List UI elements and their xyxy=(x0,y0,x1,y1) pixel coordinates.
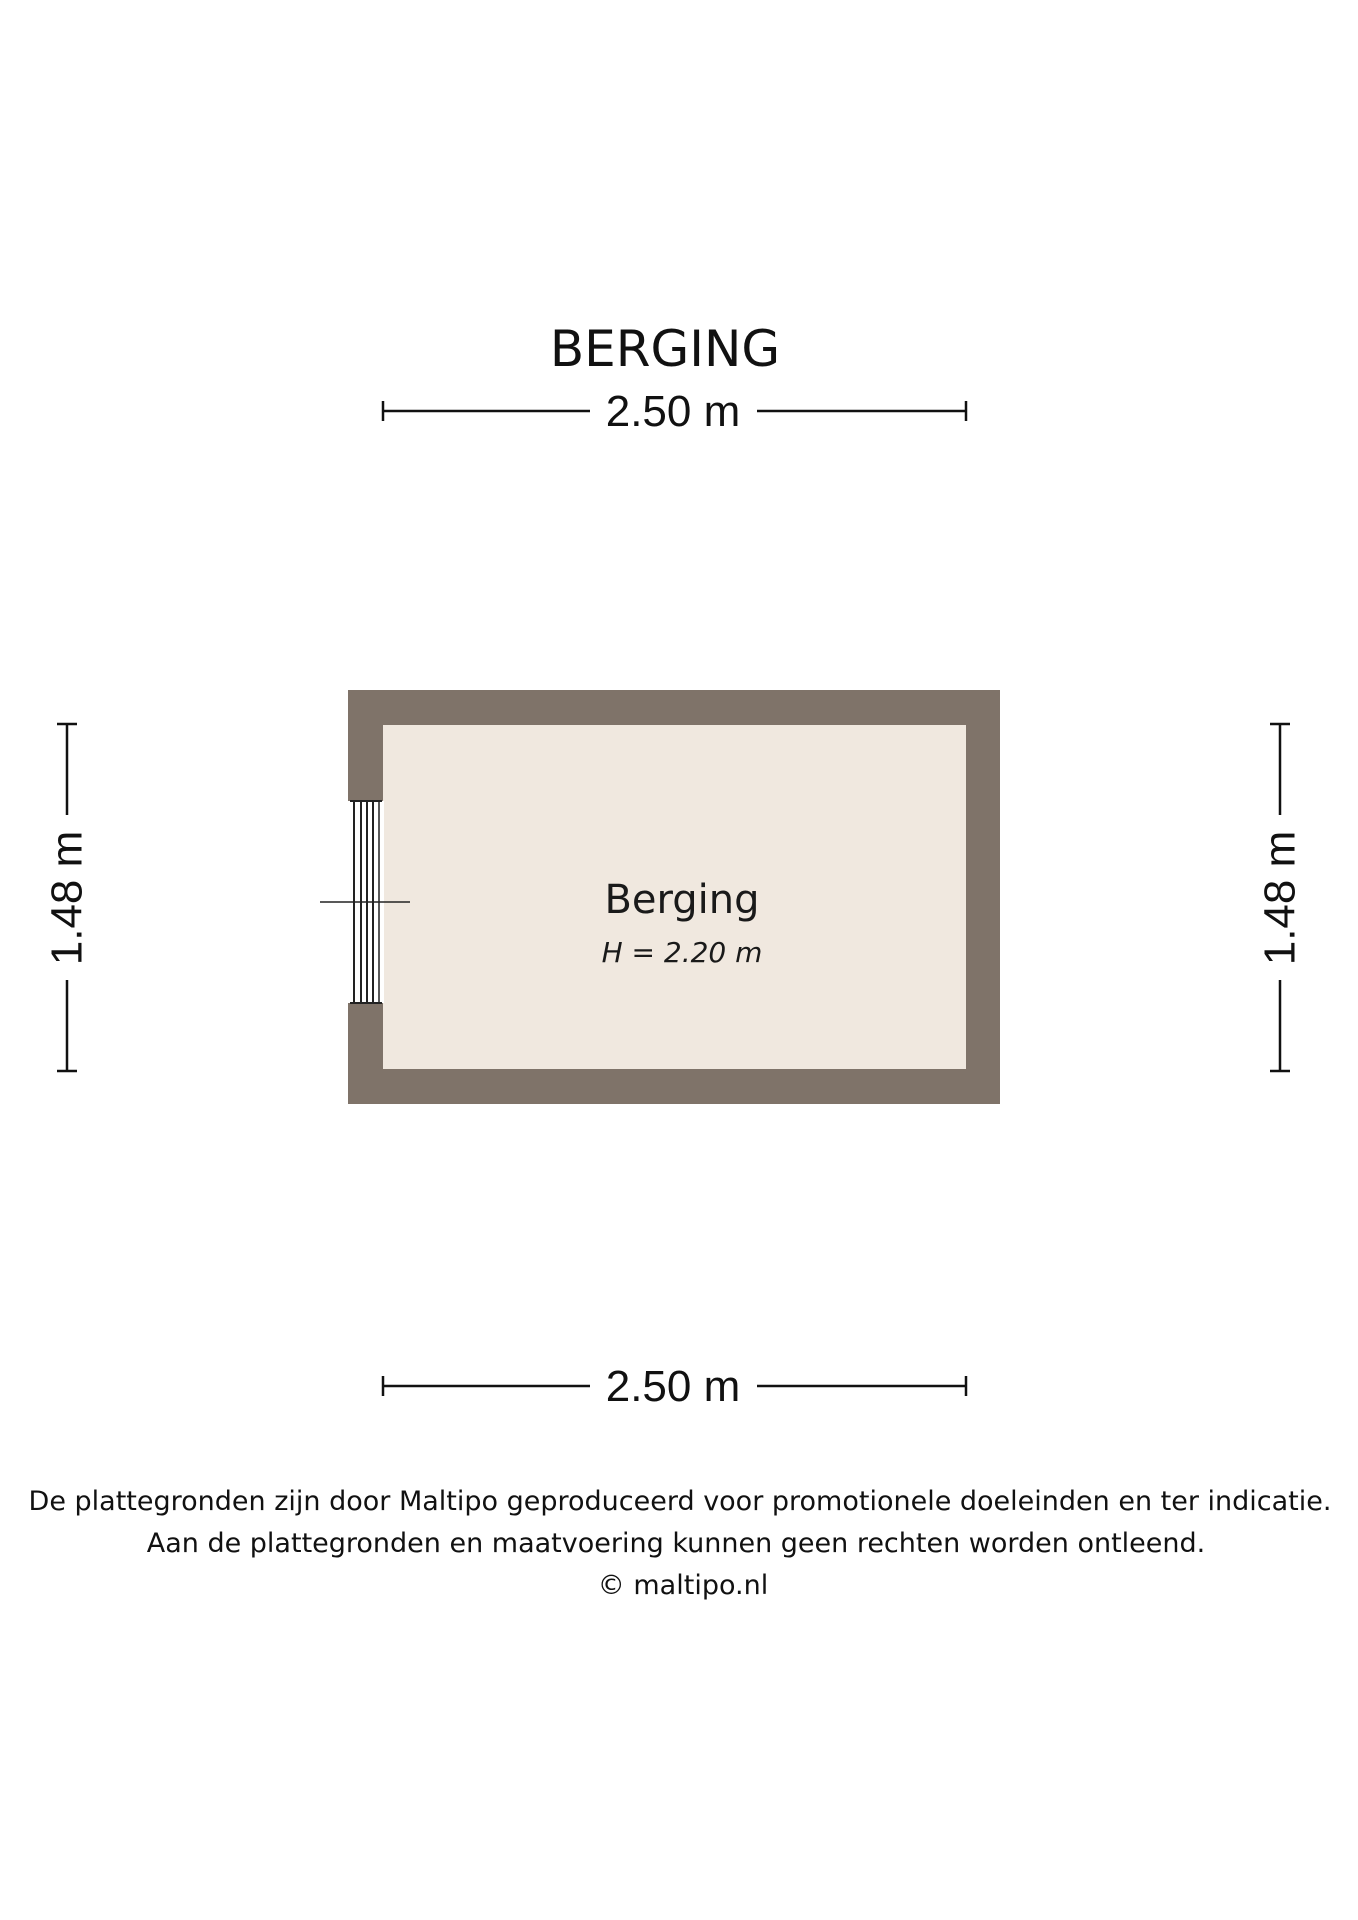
disclaimer-copyright: © maltipo.nl xyxy=(597,1570,769,1601)
top-dimension-label: 2.50 m xyxy=(605,387,741,436)
room-name: Berging xyxy=(604,877,760,923)
top-dimension xyxy=(383,387,966,436)
right-dimension xyxy=(1256,724,1305,1071)
right-dimension-label: 1.48 m xyxy=(1255,830,1305,966)
bottom-dimension-label: 2.50 m xyxy=(605,1362,741,1411)
left-dimension xyxy=(43,724,92,1071)
room-height: H = 2.20 m xyxy=(601,936,763,969)
bottom-dimension xyxy=(383,1362,966,1411)
disclaimer-line-1: De plattegronden zijn door Maltipo geproduceerd voor promotionele doeleinden en ter indicatie. xyxy=(28,1486,1332,1517)
disclaimer-line-2: Aan de plattegronden en maatvoering kunnen geen rechten worden ontleend. xyxy=(146,1528,1206,1559)
floorplan-title: BERGING xyxy=(549,320,781,378)
left-dimension-label: 1.48 m xyxy=(42,830,92,966)
